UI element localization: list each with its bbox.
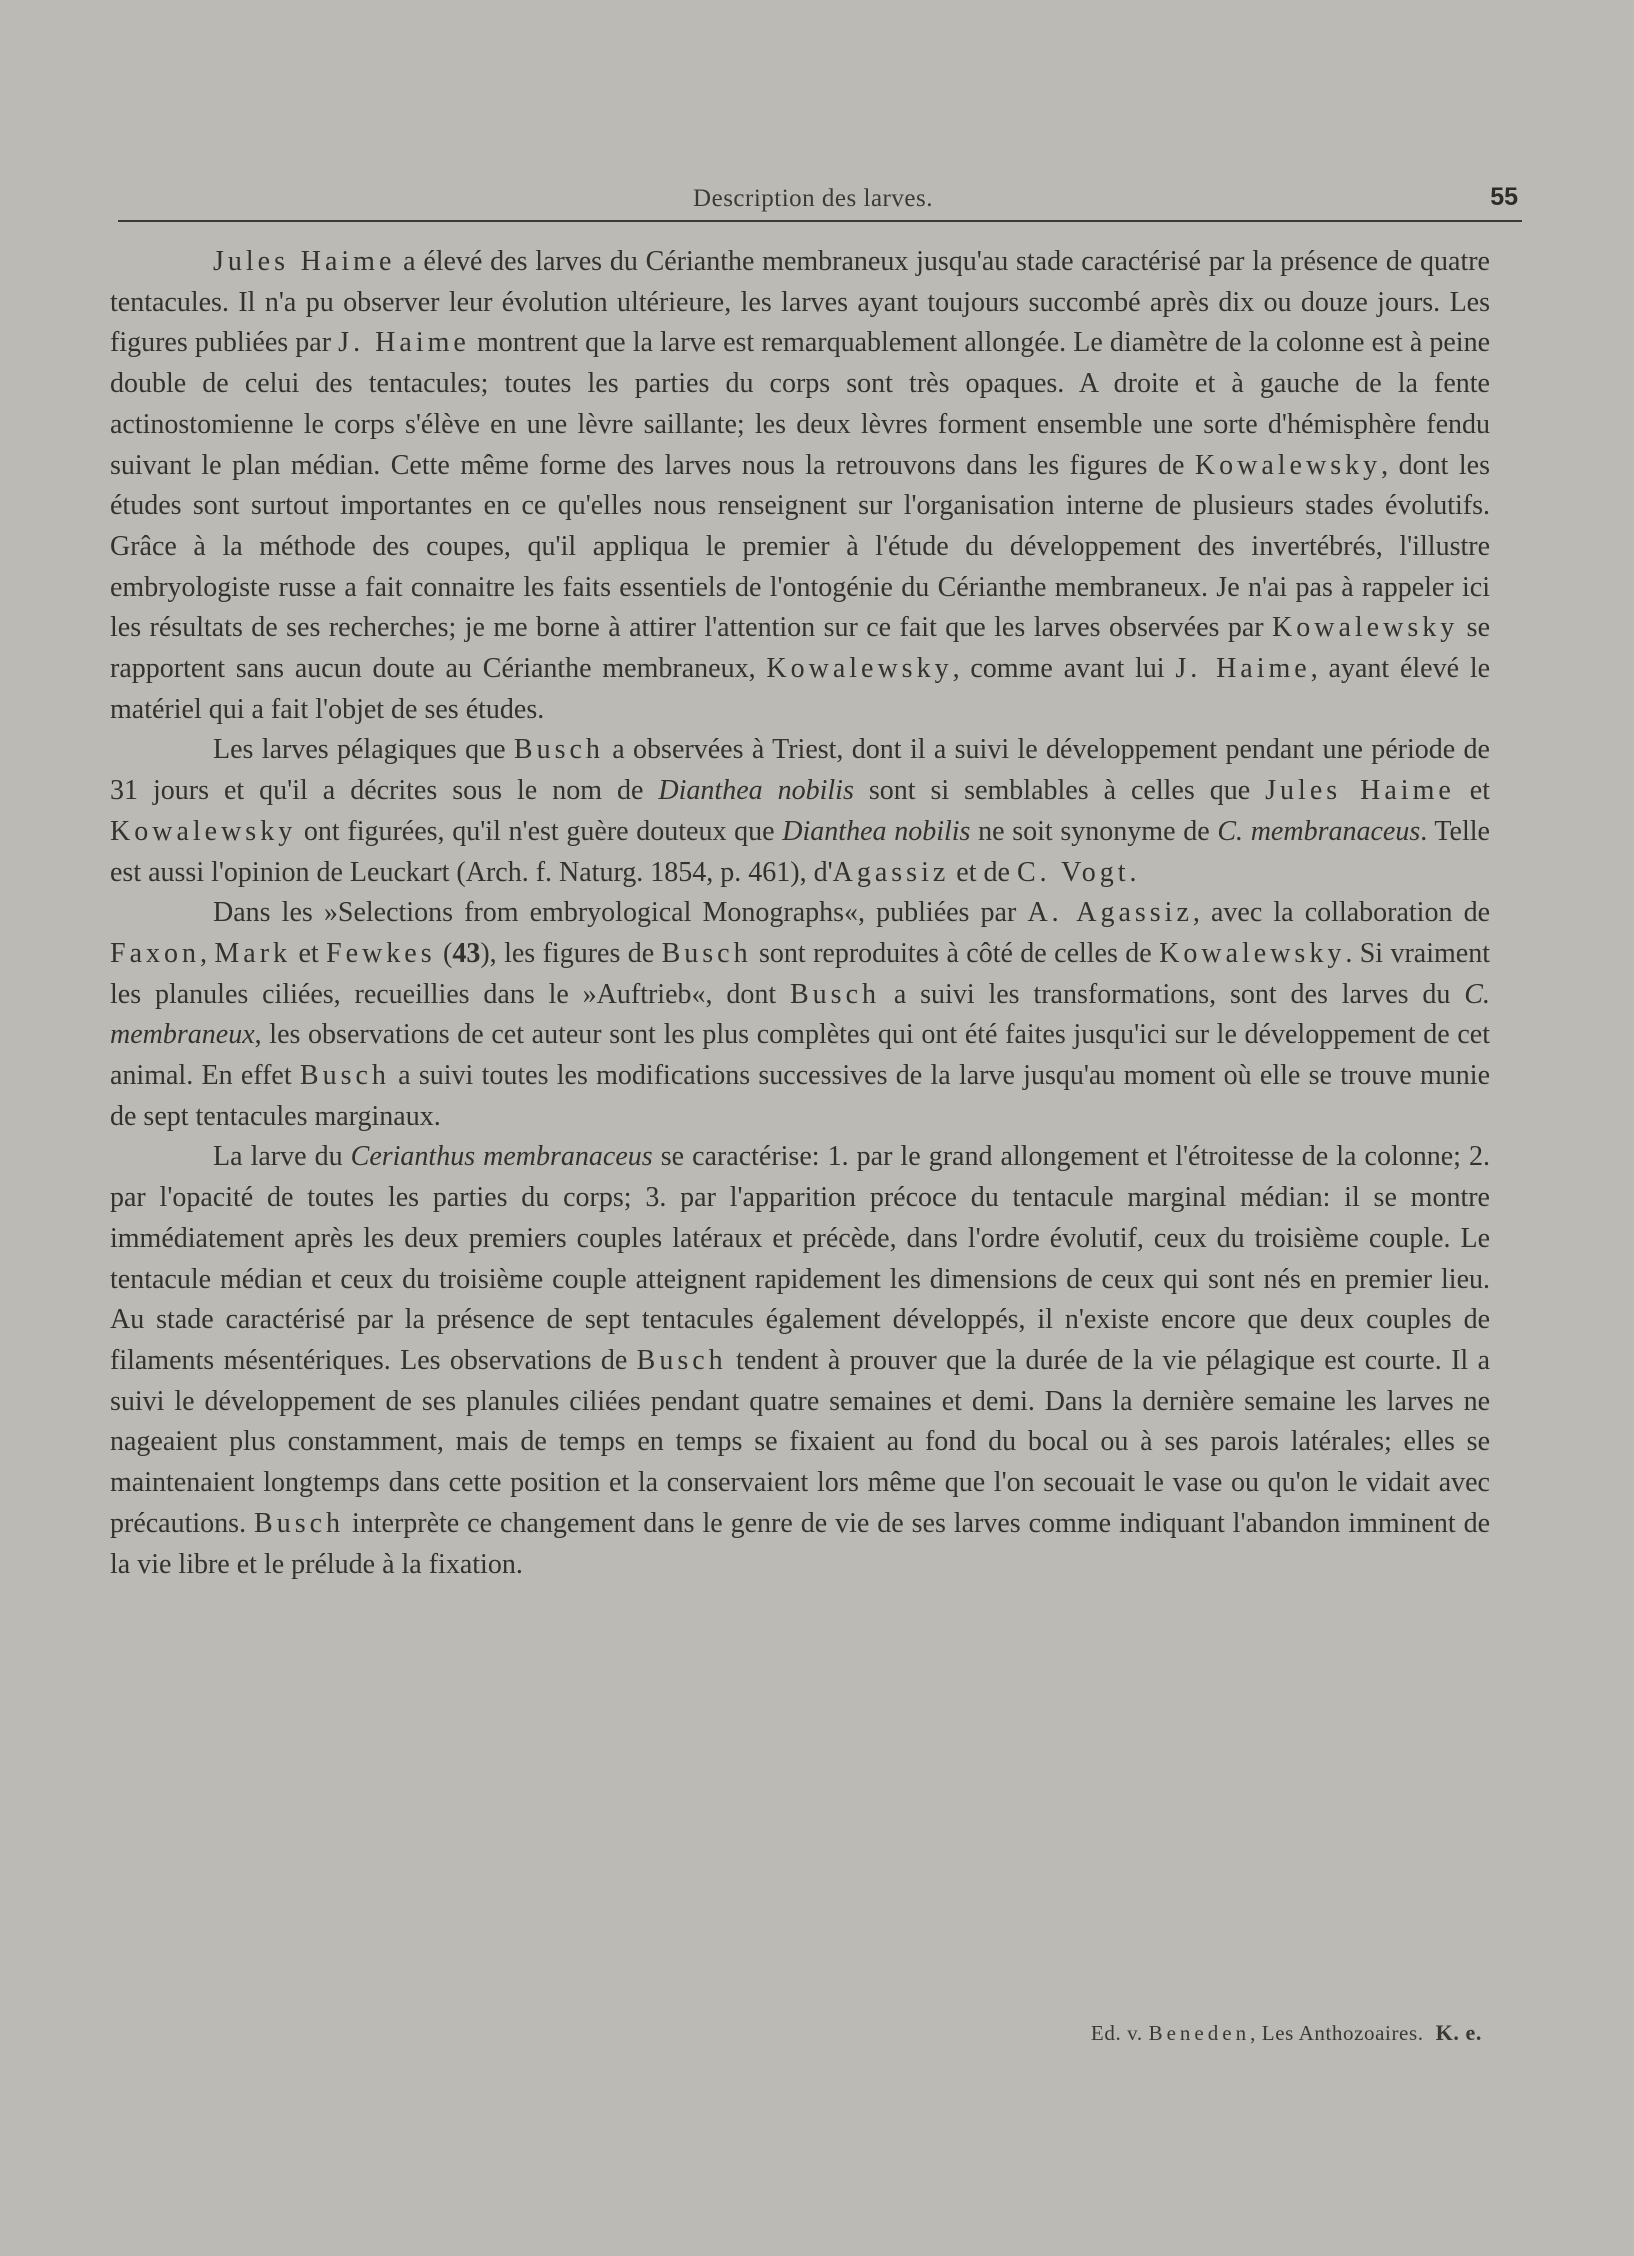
author-name: Kowalewsky — [766, 653, 953, 685]
text-run: . Si vraiment les planules ciliées, recueillies dans le »Auftrieb«, dont — [110, 937, 1491, 1010]
author-name: Fewkes — [326, 937, 436, 969]
paragraph — [110, 1137, 1490, 1585]
text-run: sont reproduites à côté de celles de — [751, 937, 1160, 969]
author-name: C. Vogt — [1016, 856, 1130, 888]
text-run: a suivi toutes les modifications successives de la larve jusqu'au moment où elle se trouve munie de sept tentacules marginaux. — [110, 1060, 1490, 1132]
text-run: La larve du — [213, 1141, 351, 1173]
taxon-name: C. membranaceus — [1217, 815, 1421, 847]
author-name: Jules Haime — [213, 246, 396, 277]
author-name: A. Agassiz — [1027, 897, 1193, 929]
reference-number: 43 — [452, 937, 481, 969]
author-name: Kowalewsky — [1194, 449, 1382, 481]
text-run: se rapportent sans aucun doute au Cérianthe membraneux, — [110, 612, 1490, 685]
taxon-name: Dianthea nobilis — [782, 815, 971, 847]
author-name: J. Haime — [1175, 653, 1311, 685]
author-name: Busch — [636, 1344, 727, 1376]
body-text — [110, 242, 1490, 1585]
text-run: interprète ce changement dans le genre de vie de ses larves comme indiquant l'abandon imminent de la vie libre et le prélude à la fixation. — [110, 1507, 1491, 1580]
running-head: Description des larves. — [693, 185, 933, 212]
paragraph — [110, 242, 1490, 730]
text-run: ne soit synonyme de — [970, 815, 1218, 847]
taxon-name: C. membraneux — [110, 978, 1490, 1051]
text-run: , comme avant lui — [952, 653, 1176, 685]
text-run: montrent que la larve est remarquablement allongée. Le diamètre de la colonne est à peine double de celui des tentacules; toutes les parties du corps sont très opaques. A droite et à gauche de la fente actinostomienne le corps s'élève en une lèvre saillante; les deux lèvres forment ensemble une sorte d'hémisphère fendu suivant le plan médian. Cette même forme des larves nous la retrouvons dans les figures de — [110, 327, 1491, 481]
text-run: tendent à prouver que la durée de la vie pélagique est courte. Il a suivi le développement de ses planules ciliées pendant quatre semaines et demi. Dans la dernière semaine les larves ne nageaient plus constamment, mais de temps en temps se fixaient au fond du bocal ou à ses parois latérales; elles se maintenaient longtemps dans cette position et la conservaient lors même que l'on secouait le vase ou qu'on le vidait avec précautions. — [110, 1344, 1490, 1539]
text-run: . — [1129, 856, 1137, 888]
text-run: . Telle est aussi l'opinion de Leuckart (Arch. f. Naturg. 1854, p. 461), d' — [110, 815, 1490, 888]
author-name: Kowalewsky — [110, 815, 297, 847]
text-run: , — [200, 937, 215, 969]
author-name: Kowalewsky — [1272, 612, 1459, 644]
taxon-name: Cerianthus membranaceus — [350, 1141, 653, 1173]
author-name: Jules Haime — [1265, 775, 1455, 807]
footer-title: , Les Anthozoaires. — [1250, 2021, 1424, 2045]
page-number: 55 — [1490, 183, 1518, 211]
text-run: sont si semblables à celles que — [853, 775, 1266, 807]
text-run: ), les figures de — [480, 937, 662, 969]
author-name: Busch — [513, 734, 604, 766]
author-name: Busch — [254, 1507, 345, 1539]
text-run: Dans les »Selections from embryological Monographs«, publiées par — [213, 897, 1028, 929]
text-run: et — [291, 937, 327, 969]
text-run: a observées à Triest, dont il a suivi le développement pendant une période de 31 jours et qu'il a décrites sous le nom de — [110, 734, 1490, 807]
text-run: ont figurées, qu'il n'est guère douteux que — [296, 815, 783, 847]
paragraph — [110, 893, 1490, 1137]
footer-author: Beneden — [1148, 2021, 1251, 2045]
author-name: Agassiz — [832, 856, 950, 888]
author-name: Busch — [790, 978, 880, 1010]
footer-signature: K. e. — [1435, 2020, 1482, 2045]
text-run: Les larves pélagiques que — [213, 734, 514, 766]
text-run: se caractérise: 1. par le grand allongement et l'étroitesse de la colonne; 2. par l'opacité de toutes les parties du corps; 3. par l'apparition précoce du tentacule marginal médian: il se montre immédiatement après les deux premiers couples latéraux et précède, dans l'ordre évolutif, ceux du troisième couple. Le tentacule médian et ceux du troisième couple atteignent rapidement les dimensions de ceux qui sont nés en premier lieu. Au stade caractérisé par la présence de sept tentacules également développés, il n'existe encore que deux couples de filaments mésentériques. Les observations de — [110, 1141, 1490, 1376]
footer-prefix: Ed. v. — [1090, 2021, 1149, 2045]
text-run: , les observations de cet auteur sont les plus complètes qui ont été faites jusqu'ici sur le développement de cet animal. En effet — [110, 1019, 1490, 1092]
author-name: Faxon — [110, 937, 200, 969]
paragraph — [110, 730, 1490, 893]
text-run: a suivi les transformations, sont des larves du — [880, 978, 1465, 1010]
text-run: , avec la collaboration de — [1192, 897, 1490, 929]
text-run: a élevé des larves du Cérianthe membraneux jusqu'au stade caractérisé par la présence de quatre tentacules. Il n'a pu observer leur évolution ultérieure, les larves ayant toujours succombé après dix ou douze jours. Les figures publiées par — [110, 246, 1490, 359]
taxon-name: Dianthea nobilis — [658, 775, 854, 807]
text-run: , ayant élevé le matériel qui a fait l'objet de ses études. — [110, 653, 1491, 725]
author-name: Busch — [661, 937, 752, 969]
header-rule — [118, 220, 1522, 222]
author-name: Kowalewsky — [1159, 937, 1346, 969]
page-header — [108, 185, 1518, 225]
author-name: Busch — [299, 1060, 390, 1092]
text-run: ( — [435, 937, 453, 969]
signature-footer — [1091, 2020, 1482, 2046]
text-run: et de — [949, 856, 1017, 888]
author-name: J. Haime — [338, 327, 470, 359]
author-name: Mark — [214, 937, 292, 969]
text-run: et — [1454, 775, 1490, 807]
text-run: , dont les études sont surtout importantes en ce qu'elles nous renseignent sur l'organisation interne de plusieurs stades évolutifs. Grâce à la méthode des coupes, qu'il appliqua le premier à l'étude du développement des invertébrés, l'illustre embryologiste russe a fait connaitre les faits essentiels de l'ontogénie du Cérianthe membraneux. Je n'ai pas à rappeler ici les résultats de ses recherches; je me borne à attirer l'attention sur ce fait que les larves observées par — [110, 449, 1490, 644]
